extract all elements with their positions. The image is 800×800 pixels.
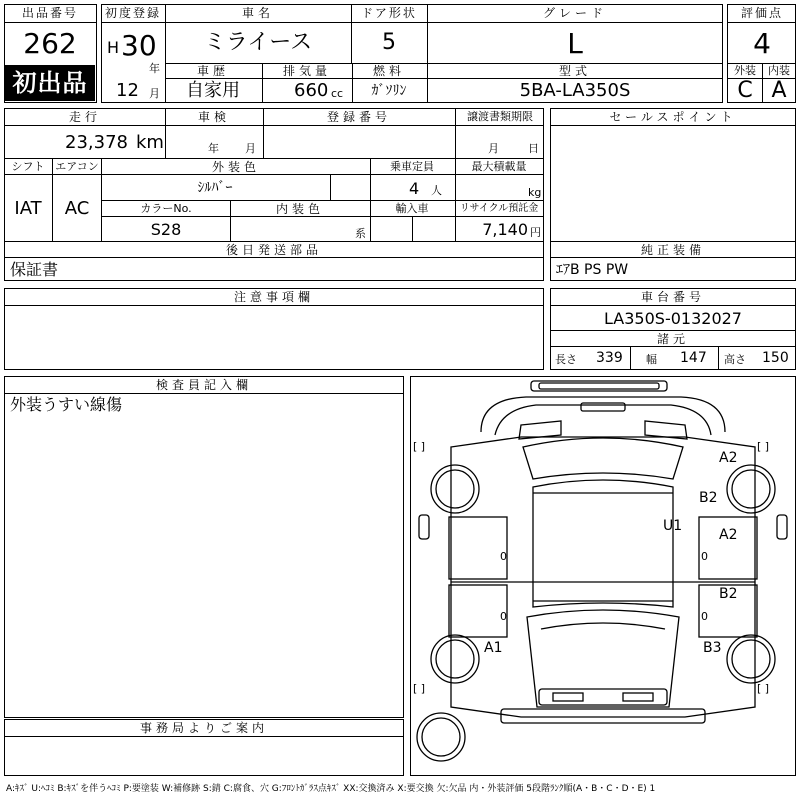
damage-mark: B2 [699,490,718,506]
damage-mark: B2 [719,586,738,602]
capacity: 4 [409,179,420,198]
inspector-label: 検査員記入欄 [155,378,253,392]
grade-label: グレード [542,6,608,20]
damage-mark: A2 [719,527,738,543]
length: 339 [596,350,623,366]
damage-mark: B3 [703,640,722,656]
shift-label: シフト [11,160,45,173]
year-unit: 年 [149,62,160,75]
height: 150 [762,350,789,366]
capacity-label: 乗車定員 [390,160,434,173]
color-no-label: カラーNo. [140,202,192,215]
score-label: 評価点 [740,6,784,20]
grade: L [567,27,583,60]
interior-score: A [771,78,787,103]
genuine-equipment: ｴｱB PS PW [556,262,629,278]
max-load-label: 最大積載量 [471,160,527,173]
lot-number-label: 出品番号 [21,6,79,20]
transfer-day-unit: 日 [528,142,539,155]
first-reg-year: 30 [121,29,157,62]
car-name-label: 車名 [241,6,275,20]
fuel-label: 燃料 [372,64,406,78]
era: H [107,38,120,57]
zero-mark-right-rear: 0 [701,610,708,623]
damage-legend: A:ｷｽﾞ U:ﾍｺﾐ B:ｷｽﾞを伴うﾍｺﾐ P:要塗装 W:補修跡 S:錆 C:腐食、穴 G:ﾌﾛﾝﾄｶﾞﾗｽ点ｷｽﾞ XX:交換済み X:要交換 欠:欠品 内・外装評価 5段階ﾗﾝｸ順(A・B・C・D・E) 1 [6,784,656,794]
interior-label: 内装 [768,64,790,77]
inspector-comment: 外装うすい線傷 [10,395,123,414]
bracket-rear-right: [ ] [757,682,770,695]
ac-label: エアコン [55,160,99,173]
first-listing-badge: 初出品 [5,65,95,101]
recycle-unit: 円 [530,226,541,239]
chassis-label: 車台番号 [640,290,706,304]
damage-mark: A1 [484,640,503,656]
sales-point-label: セールスポイント [609,110,737,124]
inspection-label: 車検 [197,110,231,124]
model-label: 型式 [558,64,592,78]
exterior-label: 外装 [734,64,756,77]
height-label: 高さ [724,353,746,366]
displacement-unit: cc [331,87,344,100]
import-label: 輸入車 [395,202,429,215]
displacement-label: 排気量 [282,64,332,78]
ext-color: ｼﾙﾊﾞｰ [197,180,233,196]
lot-number: 262 [23,27,77,60]
score: 4 [753,27,771,60]
inspection-year-unit: 年 [208,142,219,155]
ext-color-label: 外装色 [211,160,261,174]
later-parts-label: 後日発送部品 [225,243,323,257]
shift: IAT [14,198,42,219]
first-reg-label: 初度登録 [104,6,162,20]
inspection-month-unit: 月 [245,142,256,155]
width: 147 [680,350,707,366]
car-diagram-box [410,376,796,776]
ac: AC [64,198,90,219]
car-diagram [411,377,795,775]
int-color-label: 内装色 [275,202,325,216]
recycle-label: リサイクル預託金 [459,203,539,214]
notes-label: 注意事項欄 [233,290,315,304]
fuel: ｶﾞｿﾘﾝ [371,83,407,99]
month-unit: 月 [149,87,160,100]
door-label: ドア形状 [361,6,417,20]
zero-mark-right-front: 0 [701,550,708,563]
mileage-unit: km [136,132,164,153]
model: 5BA-LA350S [519,80,631,101]
damage-mark: A2 [719,450,738,466]
exterior-score: C [737,78,753,103]
mileage: 23,378 [65,132,128,153]
inspector-box [4,376,404,718]
car-name: ミライース [203,30,313,55]
color-no: S28 [150,220,182,239]
zero-mark-left-rear: 0 [500,610,507,623]
bracket-front-right: [ ] [757,440,770,453]
chassis-number: LA350S-0132027 [604,309,742,328]
later-parts: 保証書 [10,260,59,279]
recycle-fee: 7,140 [482,220,528,239]
max-load-unit: kg [528,186,542,199]
first-reg-month: 12 [116,80,139,101]
capacity-unit: 人 [431,184,442,197]
damage-mark: U1 [663,518,683,534]
transfer-month-unit: 月 [488,142,499,155]
reg-no-label: 登録番号 [326,110,392,124]
mileage-label: 走行 [68,110,102,124]
history-label: 車歴 [196,64,230,78]
doors: 5 [382,30,396,55]
bracket-front-left: [ ] [413,440,426,453]
bracket-rear-left: [ ] [413,682,426,695]
zero-mark-left-front: 0 [500,550,507,563]
dims-label: 諸元 [656,332,690,346]
length-label: 長さ [555,353,577,366]
int-color-unit: 系 [355,227,366,240]
genuine-label: 純正装備 [640,243,706,257]
history: 自家用 [186,80,240,101]
displacement: 660 [294,80,329,101]
width-label: 幅 [646,353,657,366]
office-label: 事務局よりご案内 [139,721,269,735]
transfer-label: 譲渡書類期限 [467,110,533,123]
